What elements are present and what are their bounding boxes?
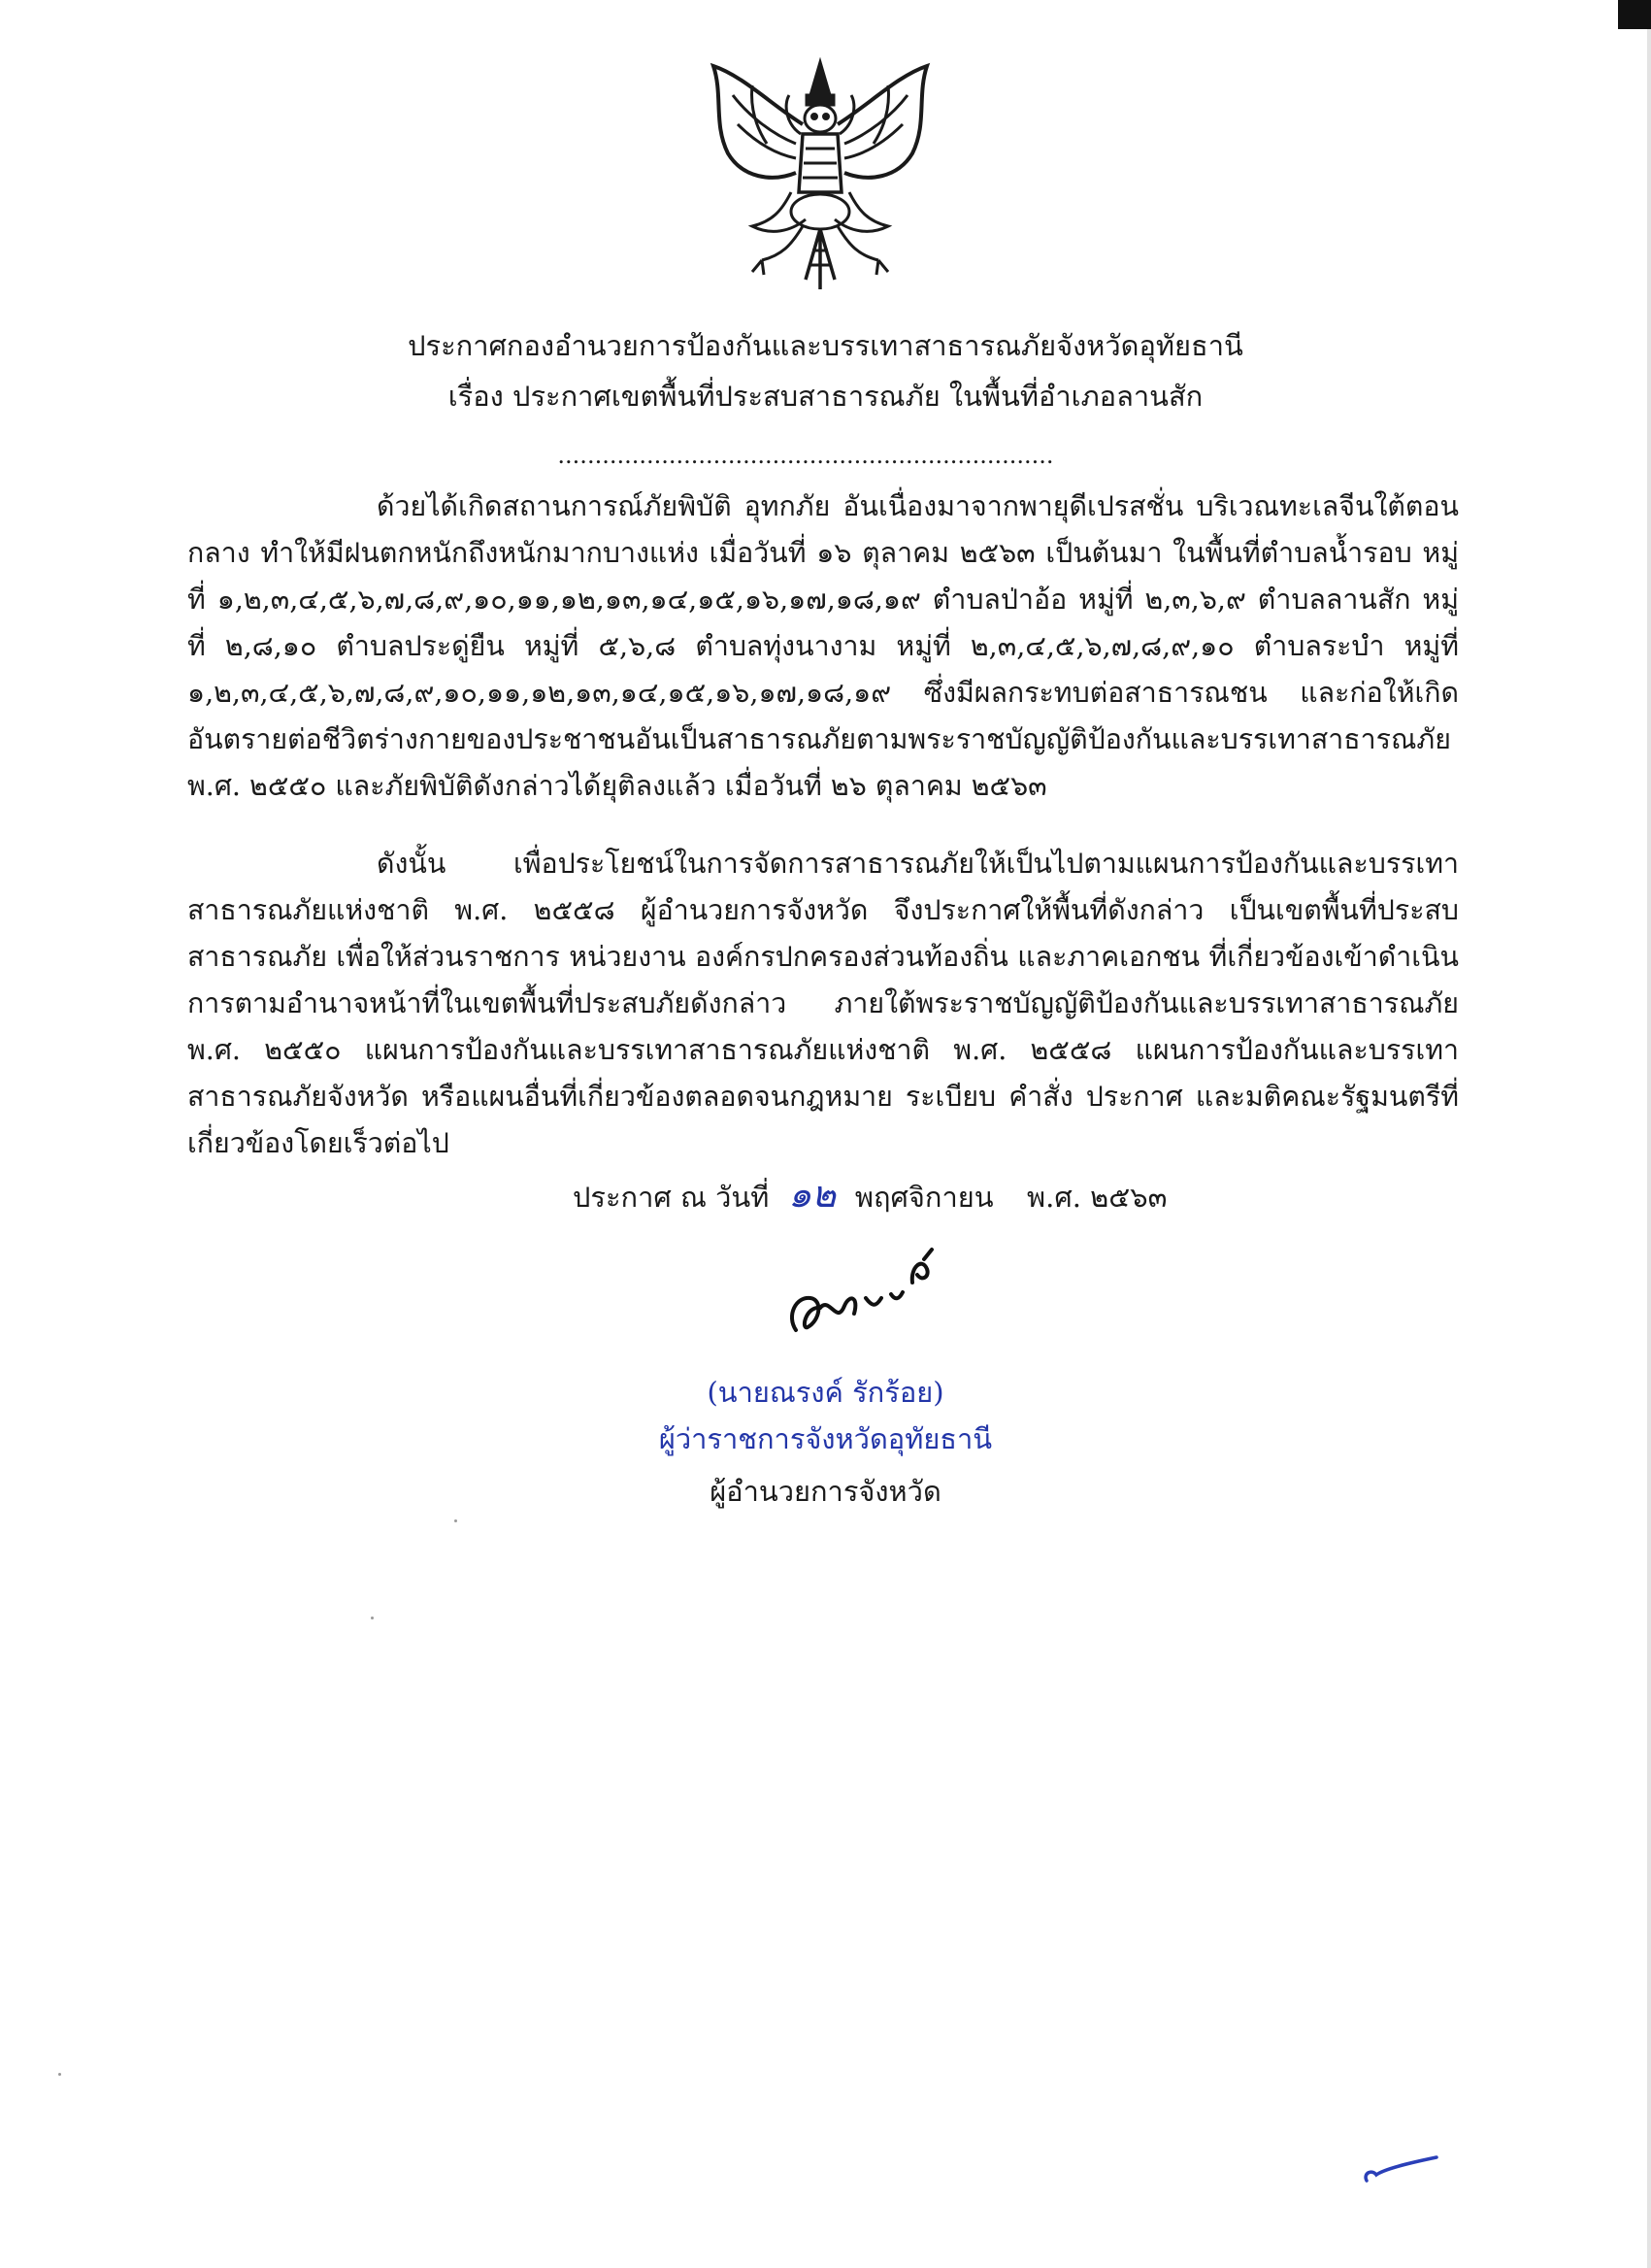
scan-corner-mark	[1618, 0, 1651, 29]
issue-month: พฤศจิกายน	[854, 1181, 994, 1214]
announcement-title	[0, 320, 1651, 421]
body-paragraph-declaration	[187, 841, 1459, 1167]
scan-speck	[371, 1617, 374, 1619]
body-paragraph-incident	[187, 484, 1459, 810]
title-divider: ...................................................................	[557, 442, 1054, 469]
initials-mark-icon	[1355, 2151, 1442, 2196]
scan-speck	[454, 1519, 457, 1522]
paragraph-2-text: ดังนั้น เพื่อประโยชน์ในการจัดการสาธารณภัยให้เป็นไปตามแผนการป้องกันและบรรเทาสาธารณภัยแห่งชาติ พ.ศ. ๒๕๕๘ ผู้อำนวยการจังหวัด จึงประกาศให้พื้นที่ดังกล่าว เป็นเขตพื้นที่ประสบสาธารณภัย เพื่อให้ส่วนราชการ หน่วยงาน องค์กรปกครองส่วนท้องถิ่น และภาคเอกชน ที่เกี่ยวข้องเข้าดำเนินการตามอำนาจหน้าที่ในเขตพื้นที่ประสบภัยดังกล่าว ภายใต้พระราชบัญญัติป้องกันและบรรเทาสาธารณภัย พ.ศ. ๒๕๕๐ แผนการป้องกันและบรรเทาสาธารณภัยแห่งชาติ พ.ศ. ๒๕๕๘ แผนการป้องกันและบรรเทาสาธารณภัยจังหวัด หรือแผนอื่นที่เกี่ยวข้องตลอดจนกฎหมาย ระเบียบ คำสั่ง ประกาศ และมติคณะรัฐมนตรีที่เกี่ยวข้องโดยเร็วต่อไป	[187, 848, 1459, 1159]
scan-speck	[58, 2073, 61, 2076]
signer-role: ผู้อำนวยการจังหวัด	[710, 1475, 941, 1508]
issue-year: พ.ศ. ๒๕๖๓	[1027, 1181, 1168, 1214]
garuda-emblem-icon	[694, 56, 946, 294]
signer-name: (นายณรงค์ รักร้อย)	[707, 1376, 944, 1409]
handwritten-signature	[776, 1238, 951, 1354]
title-line-subject: เรื่อง ประกาศเขตพื้นที่ประสบสาธารณภัย ในพื้นที่อำเภอลานสัก	[447, 380, 1204, 413]
issue-date-prefix: ประกาศ ณ วันที่	[573, 1181, 770, 1214]
issue-date-line	[573, 1171, 1167, 1220]
signer-position: ผู้ว่าราชการจังหวัดอุทัยธานี	[658, 1422, 993, 1455]
title-line-issuer: ประกาศกองอำนวยการป้องกันและบรรเทาสาธารณภัยจังหวัดอุทัยธานี	[408, 329, 1243, 362]
issue-day-handwritten: ๑๒	[788, 1173, 837, 1216]
paragraph-1-text: ด้วยได้เกิดสถานการณ์ภัยพิบัติ อุทกภัย อันเนื่องมาจากพายุดีเปรสชั่น บริเวณทะเลจีนใต้ตอนกลาง ทำให้มีฝนตกหนักถึงหนักมากบางแห่ง เมื่อวันที่ ๑๖ ตุลาคม ๒๕๖๓ เป็นต้นมา ในพื้นที่ตำบลน้ำรอบ หมู่ที่ ๑,๒,๓,๔,๕,๖,๗,๘,๙,๑๐,๑๑,๑๒,๑๓,๑๔,๑๕,๑๖,๑๗,๑๘,๑๙ ตำบลป่าอ้อ หมู่ที่ ๒,๓,๖,๙ ตำบลลานสัก หมู่ที่ ๒,๘,๑๐ ตำบลประดู่ยืน หมู่ที่ ๕,๖,๘ ตำบลทุ่งนางาม หมู่ที่ ๒,๓,๔,๕,๖,๗,๘,๙,๑๐ ตำบลระบำ หมู่ที่ ๑,๒,๓,๔,๕,๖,๗,๘,๙,๑๐,๑๑,๑๒,๑๓,๑๔,๑๕,๑๖,๑๗,๑๘,๑๙ ซึ่งมีผลกระทบต่อสาธารณชน และก่อให้เกิดอันตรายต่อชีวิตร่างกายของประชาชนอันเป็นสาธารณภัยตามพระราชบัญญัติป้องกันและบรรเทาสาธารณภัย พ.ศ. ๒๕๕๐ และภัยพิบัติดังกล่าวได้ยุติลงแล้ว เมื่อวันที่ ๒๖ ตุลาคม ๒๕๖๓	[187, 490, 1459, 802]
